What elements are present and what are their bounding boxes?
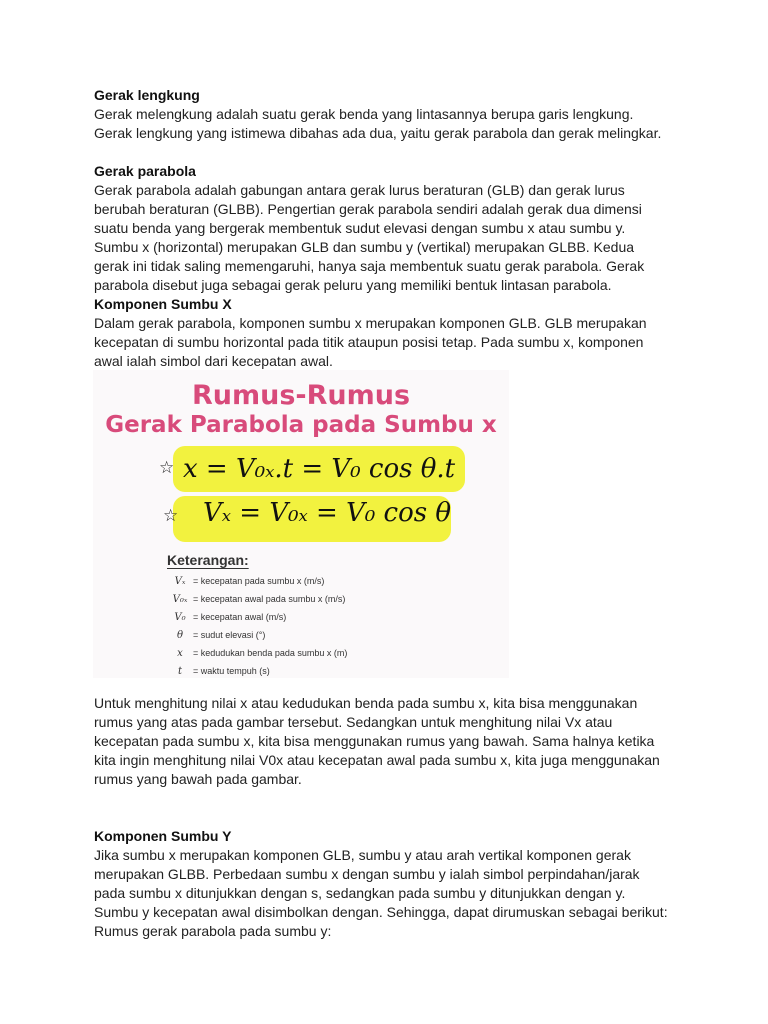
document-body <box>94 86 694 390</box>
star-icon: ☆ <box>163 506 179 525</box>
paragraph-line: Gerak parabola adalah gabungan antara gerak lurus beraturan (GLB) dan gerak lurus <box>94 182 625 198</box>
figure-title-line1: Rumus-Rumus <box>191 380 411 411</box>
paragraph-line: rumus yang atas pada gambar tersebut. Sedangkan untuk menghitung nilai Vx atau <box>94 714 613 730</box>
keterangan-desc: = sudut elevasi (°) <box>193 630 266 640</box>
keterangan-desc: = waktu tempuh (s) <box>193 666 270 676</box>
paragraph-line: Untuk menghitung nilai x atau kedudukan benda pada sumbu x, kita bisa menggunakan <box>94 695 638 711</box>
paragraph-line: kecepatan di sumbu horizontal pada titik ataupun posisi tetap. Pada sumbu x, komponen <box>94 334 644 350</box>
paragraph-line: Sumbu y kecepatan awal disimbolkan dengan. Sehingga, dapat dirumuskan sebagai berikut: <box>94 904 668 920</box>
paragraph-line: Sumbu x (horizontal) merupakan GLB dan sumbu y (vertikal) merupakan GLBB. Kedua <box>94 239 635 255</box>
keterangan-symbol: t <box>177 665 183 677</box>
keterangan-symbol: Vₓ <box>174 575 186 587</box>
paragraph-line: pada sumbu x ditunjukkan dengan s, sedangkan pada sumbu y ditunjukkan dengan y. <box>94 885 626 901</box>
paragraph-line: Jika sumbu x merupakan komponen GLB, sumbu y atau arah vertikal komponen gerak <box>94 847 631 863</box>
keterangan-item <box>167 572 347 590</box>
paragraph-line: Gerak lengkung yang istimewa dibahas ada dua, yaitu gerak parabola dan gerak melingkar. <box>94 125 662 141</box>
paragraph-line: merupakan GLBB. Perbedaan sumbu x dengan sumbu y ialah simbol perpindahan/jarak <box>94 866 640 882</box>
keterangan-item <box>167 626 347 644</box>
keterangan-item <box>167 590 347 608</box>
formula-figure <box>93 370 509 678</box>
paragraph-line: kecepatan pada sumbu x, kita bisa menggunakan rumus yang bawah. Sama halnya ketika <box>94 733 655 749</box>
heading-komponen-sumbu-y: Komponen Sumbu Y <box>94 828 232 844</box>
keterangan-title: Keterangan: <box>167 552 249 568</box>
keterangan-desc: = kecepatan awal pada sumbu x (m/s) <box>193 594 346 604</box>
keterangan-desc: = kedudukan benda pada sumbu x (m) <box>193 648 348 658</box>
paragraph-line: rumus yang bawah pada gambar. <box>94 771 302 787</box>
paragraph-line: Gerak melengkung adalah suatu gerak benda yang lintasannya berupa garis lengkung. <box>94 106 634 122</box>
heading-gerak-lengkung: Gerak lengkung <box>94 87 200 103</box>
keterangan-item <box>167 662 347 678</box>
keterangan-list <box>167 572 347 678</box>
keterangan-symbol: θ <box>176 629 184 641</box>
formula-velocity: Vₓ = V₀ₓ = V₀ cos θ <box>203 498 452 528</box>
formula-position: x = V₀ₓ.t = V₀ cos θ.t <box>183 454 456 484</box>
heading-komponen-sumbu-x: Komponen Sumbu X <box>94 296 232 312</box>
paragraph-line: Dalam gerak parabola, komponen sumbu x merupakan komponen GLB. GLB merupakan <box>94 315 647 331</box>
keterangan-symbol: V₀ <box>174 611 186 623</box>
paragraph-line: parabola disebut juga sebagai gerak peluru yang memiliki bentuk lintasan parabola. <box>94 277 612 293</box>
keterangan-desc: = kecepatan pada sumbu x (m/s) <box>193 576 325 586</box>
paragraph-line: Rumus gerak parabola pada sumbu y: <box>94 923 332 939</box>
keterangan-symbol: V₀ₓ <box>172 593 188 605</box>
document-body-continued <box>94 694 694 941</box>
paragraph-line: suatu benda yang bergerak membentuk sudut elevasi dengan sumbu x atau sumbu y. <box>94 220 626 236</box>
paragraph-line: awal ialah simbol dari kecepatan awal. <box>94 353 333 369</box>
figure-title-line2: Gerak Parabola pada Sumbu x <box>105 412 497 438</box>
keterangan-desc: = kecepatan awal (m/s) <box>193 612 287 622</box>
keterangan-item <box>167 608 347 626</box>
paragraph-line: gerak ini tidak saling memengaruhi, hanya saja membentuk suatu gerak parabola. Gerak <box>94 258 645 274</box>
keterangan-item <box>167 644 347 662</box>
paragraph-line: kita ingin menghitung nilai V0x atau kecepatan awal pada sumbu x, kita juga menggunakan <box>94 752 660 768</box>
keterangan-symbol: x <box>177 647 183 659</box>
paragraph-line: berubah beraturan (GLBB). Pengertian gerak parabola sendiri adalah gerak dua dimensi <box>94 201 642 217</box>
heading-gerak-parabola: Gerak parabola <box>94 163 196 179</box>
star-icon: ☆ <box>159 458 175 477</box>
